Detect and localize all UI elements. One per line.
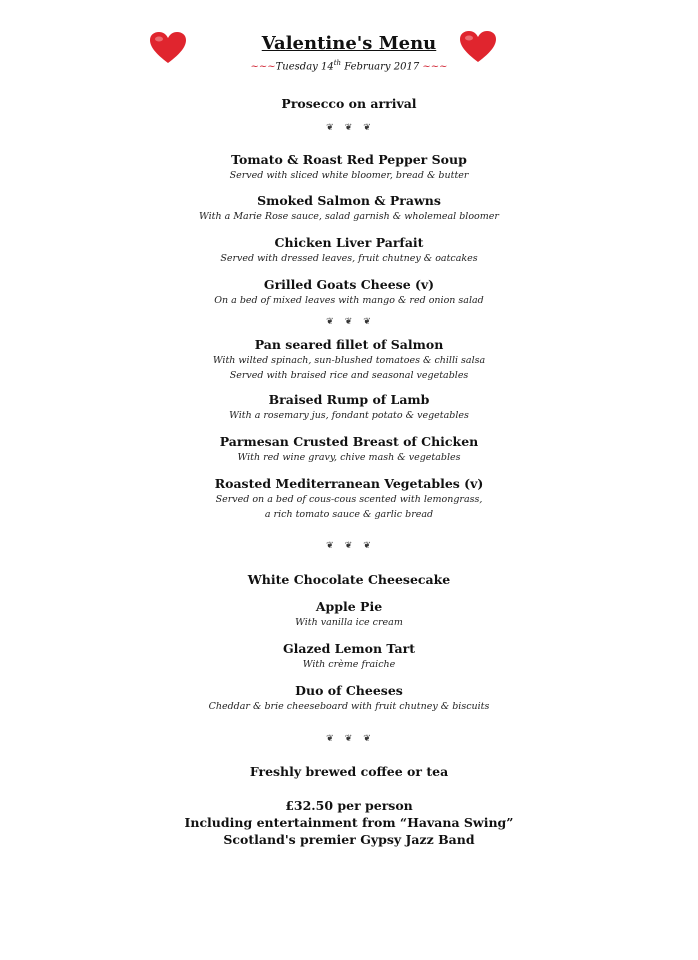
separator-glyph: ❦: [363, 734, 372, 744]
dish-title: Braised Rump of Lamb: [268, 392, 430, 407]
dish-title: Chicken Liver Parfait: [274, 235, 424, 250]
dish-description: Served with sliced white bloomer, bread & butter: [229, 170, 469, 181]
menu-item: [0, 337, 698, 383]
date-flourish-right: ~~~: [422, 61, 448, 73]
dish-title: Tomato & Roast Red Pepper Soup: [231, 152, 467, 167]
dish-title: Pan seared fillet of Salmon: [254, 337, 444, 352]
menu-item: [0, 599, 698, 630]
menu-item: [0, 152, 698, 183]
separator-glyph: ❦: [344, 541, 354, 551]
menu-item: [0, 683, 698, 714]
dish-title: Smoked Salmon & Prawns: [257, 193, 441, 208]
price-line: £32.50 per person: [285, 798, 413, 813]
menu-item: [0, 235, 698, 266]
date-rest: February 2017: [341, 61, 423, 73]
separator-glyph: ❦: [363, 317, 372, 327]
menu-item: [0, 476, 698, 522]
section-separator: [0, 541, 698, 551]
entertainment-line: Including entertainment from “Havana Swing”: [184, 815, 514, 830]
separator-glyph: ❦: [326, 123, 335, 133]
menu-item: [0, 193, 698, 224]
dish-description: With a rosemary jus, fondant potato & vegetables: [229, 410, 469, 421]
dish-description: On a bed of mixed leaves with mango & red onion salad: [214, 295, 484, 306]
menu-title: Valentine's Menu: [261, 33, 437, 54]
dish-description: Served on a bed of cous-cous scented with lemongrass,: [215, 494, 483, 505]
separator-glyph: ❦: [326, 734, 335, 744]
separator-glyph: ❦: [344, 317, 354, 327]
section-separator: [0, 317, 698, 327]
menu-date: [0, 59, 698, 72]
dish-title: Parmesan Crusted Breast of Chicken: [219, 434, 479, 449]
dish-description: With wilted spinach, sun-blushed tomatoes & chilli salsa: [212, 355, 486, 366]
dish-description: With vanilla ice cream: [295, 617, 403, 628]
separator-glyph: ❦: [363, 541, 372, 551]
dish-description: With a Marie Rose sauce, salad garnish & wholemeal bloomer: [199, 211, 499, 222]
date-text: Tuesday 14: [275, 61, 334, 73]
date-ordinal: th: [333, 59, 342, 67]
arrival-title: Prosecco on arrival: [281, 96, 417, 111]
band-line: Scotland's premier Gypsy Jazz Band: [223, 832, 475, 847]
dish-title: Glazed Lemon Tart: [283, 641, 415, 656]
dish-description: Served with dressed leaves, fruit chutney & oatcakes: [220, 253, 478, 264]
separator-glyph: ❦: [363, 123, 372, 133]
menu-item: [0, 641, 698, 672]
dish-description: With red wine gravy, chive mash & vegetables: [237, 452, 461, 463]
dish-title: Roasted Mediterranean Vegetables (v): [214, 476, 484, 491]
dish-description: Cheddar & brie cheeseboard with fruit chutney & biscuits: [208, 701, 490, 712]
separator-glyph: ❦: [344, 123, 354, 133]
menu-item: [0, 277, 698, 308]
section-separator: [0, 123, 698, 133]
menu-item: [0, 572, 698, 588]
dish-description: Served with braised rice and seasonal vegetables: [229, 370, 469, 381]
dish-title: Apple Pie: [315, 599, 383, 614]
dish-description: a rich tomato sauce & garlic bread: [264, 509, 434, 520]
separator-glyph: ❦: [344, 734, 354, 744]
dish-title: White Chocolate Cheesecake: [247, 572, 451, 587]
menu-item: [0, 392, 698, 423]
coffee-title: Freshly brewed coffee or tea: [249, 764, 449, 779]
date-flourish-left: ~~~: [250, 61, 276, 73]
dish-title: Duo of Cheeses: [295, 683, 403, 698]
menu-footer: [0, 797, 698, 848]
dish-title: Grilled Goats Cheese (v): [263, 277, 435, 292]
menu-item: [0, 434, 698, 465]
section-separator: [0, 734, 698, 744]
separator-glyph: ❦: [326, 541, 335, 551]
separator-glyph: ❦: [326, 317, 335, 327]
dish-description: With crème fraiche: [302, 659, 396, 670]
